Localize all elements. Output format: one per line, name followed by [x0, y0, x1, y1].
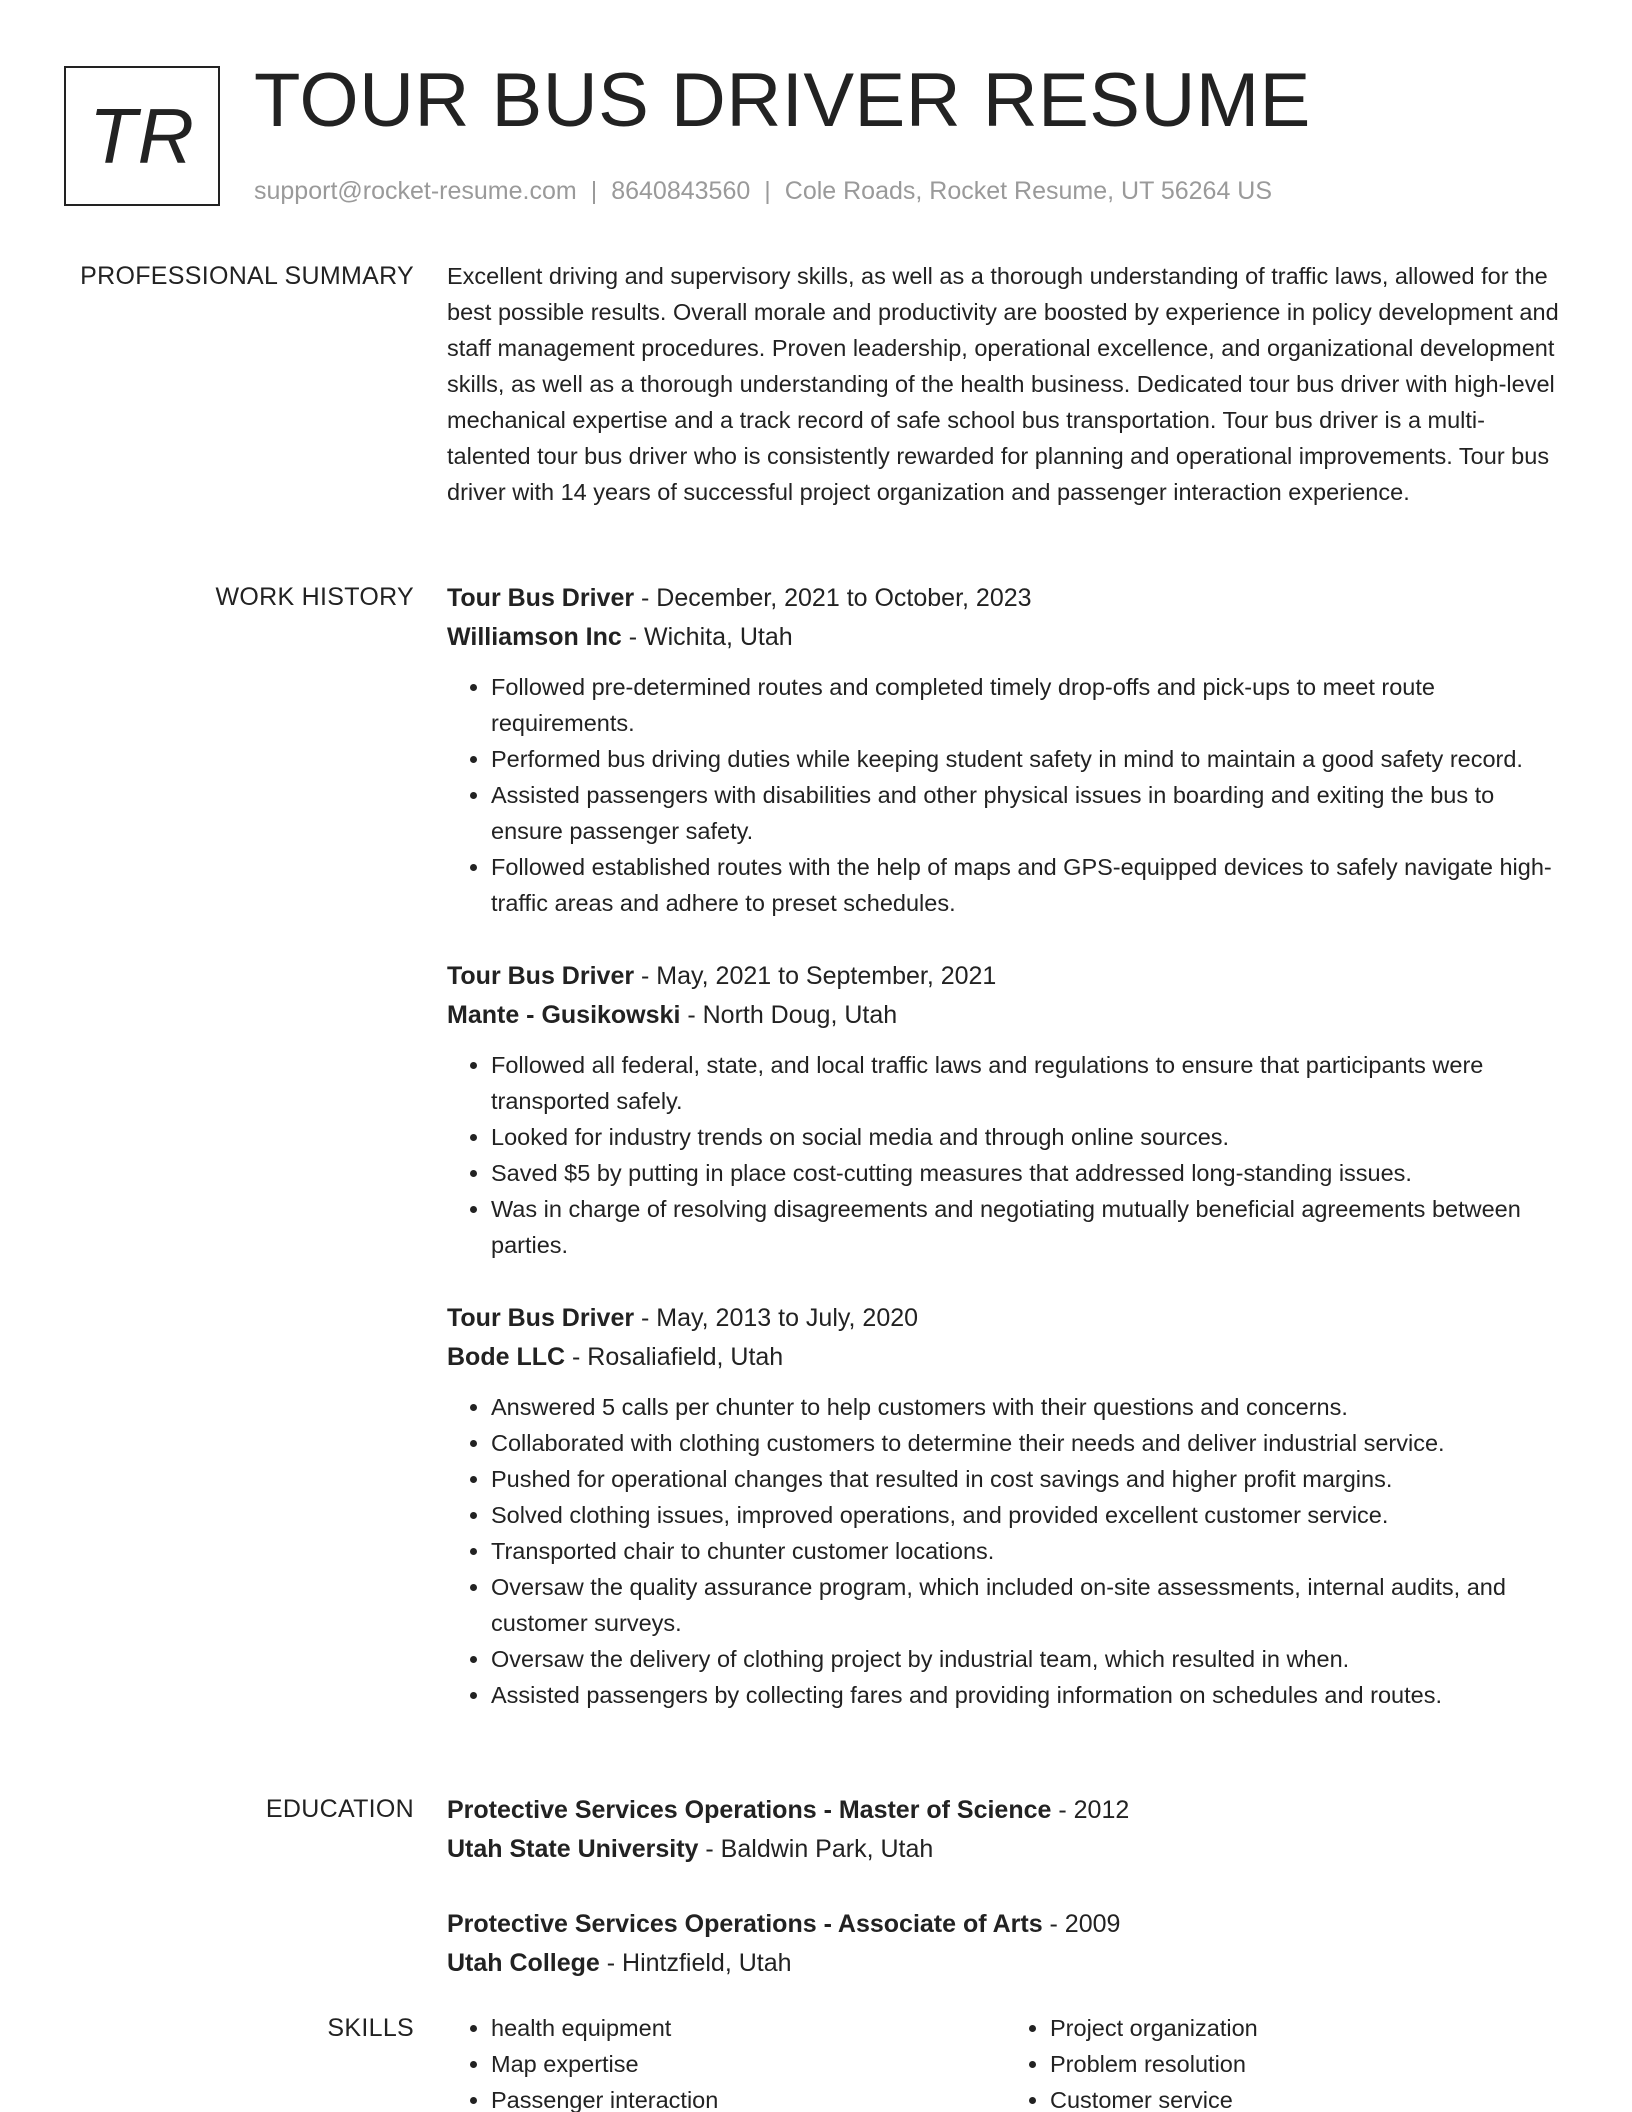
education-entry [447, 1791, 1565, 1869]
section-label-education: EDUCATION [265, 1795, 414, 1823]
job-company-line [447, 618, 1565, 657]
education-body [447, 1791, 1565, 2019]
job-bullet: • Answered 5 calls per chunter to help customers with their questions and concerns. [491, 1389, 1565, 1425]
skill-item: • Problem resolution [1050, 2046, 1565, 2082]
job-bullet: • Was in charge of resolving disagreements and negotiating mutually beneficial agreements between parties. [491, 1191, 1565, 1263]
job-location: - Rosaliafield, Utah [565, 1343, 784, 1371]
job-bullets [447, 1389, 1565, 1713]
job-location: - North Doug, Utah [680, 1001, 898, 1029]
education-degree-line [447, 1905, 1565, 1944]
contact-phone[interactable]: 8640843560 [611, 177, 751, 205]
section-label-skills: SKILLS [327, 2014, 414, 2042]
skill-item: • Project organization [1050, 2010, 1565, 2046]
job-bullets [447, 669, 1565, 921]
job-title-line [447, 1299, 1565, 1338]
contact-email[interactable]: support@rocket-resume.com [254, 177, 577, 205]
job-bullets [447, 1047, 1565, 1263]
job-bullet: • Followed all federal, state, and local traffic laws and regulations to ensure that participants were transported safely. [491, 1047, 1565, 1119]
job-company-line [447, 996, 1565, 1035]
education-year: - 2009 [1042, 1910, 1121, 1938]
contact-separator: | [764, 177, 771, 205]
section-label-summary: PROFESSIONAL SUMMARY [80, 262, 414, 290]
contact-address: Cole Roads, Rocket Resume, UT 56264 US [784, 177, 1273, 205]
job-bullet: • Assisted passengers with disabilities and other physical issues in boarding and exiting the bus to ensure passenger safety. [491, 777, 1565, 849]
job-bullet: • Collaborated with clothing customers to determine their needs and deliver industrial service. [491, 1425, 1565, 1461]
summary-body [447, 258, 1565, 510]
skills-body [447, 2010, 1565, 2112]
job-location: - Wichita, Utah [621, 623, 793, 651]
job-title-line [447, 579, 1565, 618]
education-degree-line [447, 1791, 1565, 1830]
job-title: Tour Bus Driver [447, 584, 635, 612]
education-school: Utah College [447, 1949, 600, 1977]
education-degree: Protective Services Operations - Master of Science [447, 1796, 1052, 1824]
job-bullet: • Solved clothing issues, improved operations, and provided excellent customer service. [491, 1497, 1565, 1533]
job-dates: - December, 2021 to October, 2023 [634, 584, 1032, 612]
skill-item: • health equipment [491, 2010, 1006, 2046]
skill-item: • Passenger interaction [491, 2082, 1006, 2112]
job-title: Tour Bus Driver [447, 1304, 635, 1332]
skills-list-left [447, 2010, 1006, 2112]
job-company: Bode LLC [447, 1343, 566, 1371]
skill-item: • Map expertise [491, 2046, 1006, 2082]
education-school: Utah State University [447, 1835, 699, 1863]
job-dates: - May, 2021 to September, 2021 [634, 962, 997, 990]
job-bullet: • Oversaw the quality assurance program, which included on-site assessments, internal audits, and customer surveys. [491, 1569, 1565, 1641]
resume-title: TOUR BUS DRIVER RESUME [254, 58, 1311, 143]
education-degree: Protective Services Operations - Associate of Arts [447, 1910, 1043, 1938]
education-school-line [447, 1944, 1565, 1983]
job-bullet: • Performed bus driving duties while keeping student safety in mind to maintain a good safety record. [491, 741, 1565, 777]
education-location: - Baldwin Park, Utah [698, 1835, 934, 1863]
job-bullet: • Followed pre-determined routes and completed timely drop-offs and pick-ups to meet route requirements. [491, 669, 1565, 741]
job-title-line [447, 957, 1565, 996]
skills-list-right [1006, 2010, 1565, 2112]
job-entry [447, 957, 1565, 1263]
section-label-work: WORK HISTORY [215, 583, 414, 611]
job-entry [447, 1299, 1565, 1713]
education-location: - Hintzfield, Utah [599, 1949, 792, 1977]
job-bullet: • Saved $5 by putting in place cost-cutting measures that addressed long-standing issues. [491, 1155, 1565, 1191]
job-dates: - May, 2013 to July, 2020 [634, 1304, 919, 1332]
job-company-line [447, 1338, 1565, 1377]
contact-separator: | [590, 177, 598, 205]
job-bullet: • Followed established routes with the help of maps and GPS-equipped devices to safely navigate high-traffic areas and adhere to preset schedules. [491, 849, 1565, 921]
contact-line [254, 174, 1272, 208]
job-bullet: • Looked for industry trends on social media and through online sources. [491, 1119, 1565, 1155]
education-school-line [447, 1830, 1565, 1869]
job-entry [447, 579, 1565, 921]
job-bullet: • Transported chair to chunter customer locations. [491, 1533, 1565, 1569]
work-history-body [447, 579, 1565, 1749]
job-company: Mante - Gusikowski [447, 1001, 681, 1029]
summary-text: Excellent driving and supervisory skills, as well as a thorough understanding of traffic laws, allowed for the best possible results. Overall morale and productivity are boosted by experience in policy development and staff management procedures. Proven leadership, operational excellence, and organizational development skills, as well as a thorough understanding of the health business. Dedicated tour bus driver with high-level mechanical expertise and a track record of safe school bus transportation. Tour bus driver is a multi-talented tour bus driver who is consistently rewarded for planning and operational improvements. Tour bus driver with 14 years of successful project organization and passenger interaction experience. [447, 263, 1559, 505]
skill-item: • Customer service [1050, 2082, 1565, 2112]
job-bullet: • Oversaw the delivery of clothing project by industrial team, which resulted in when. [491, 1641, 1565, 1677]
education-year: - 2012 [1051, 1796, 1130, 1824]
education-entry [447, 1905, 1565, 1983]
job-title: Tour Bus Driver [447, 962, 635, 990]
job-company: Williamson Inc [447, 623, 622, 651]
job-bullet: • Assisted passengers by collecting fares and providing information on schedules and routes. [491, 1677, 1565, 1713]
monogram-badge: TR [64, 66, 220, 206]
skills-grid [447, 2010, 1565, 2112]
job-bullet: • Pushed for operational changes that resulted in cost savings and higher profit margins. [491, 1461, 1565, 1497]
